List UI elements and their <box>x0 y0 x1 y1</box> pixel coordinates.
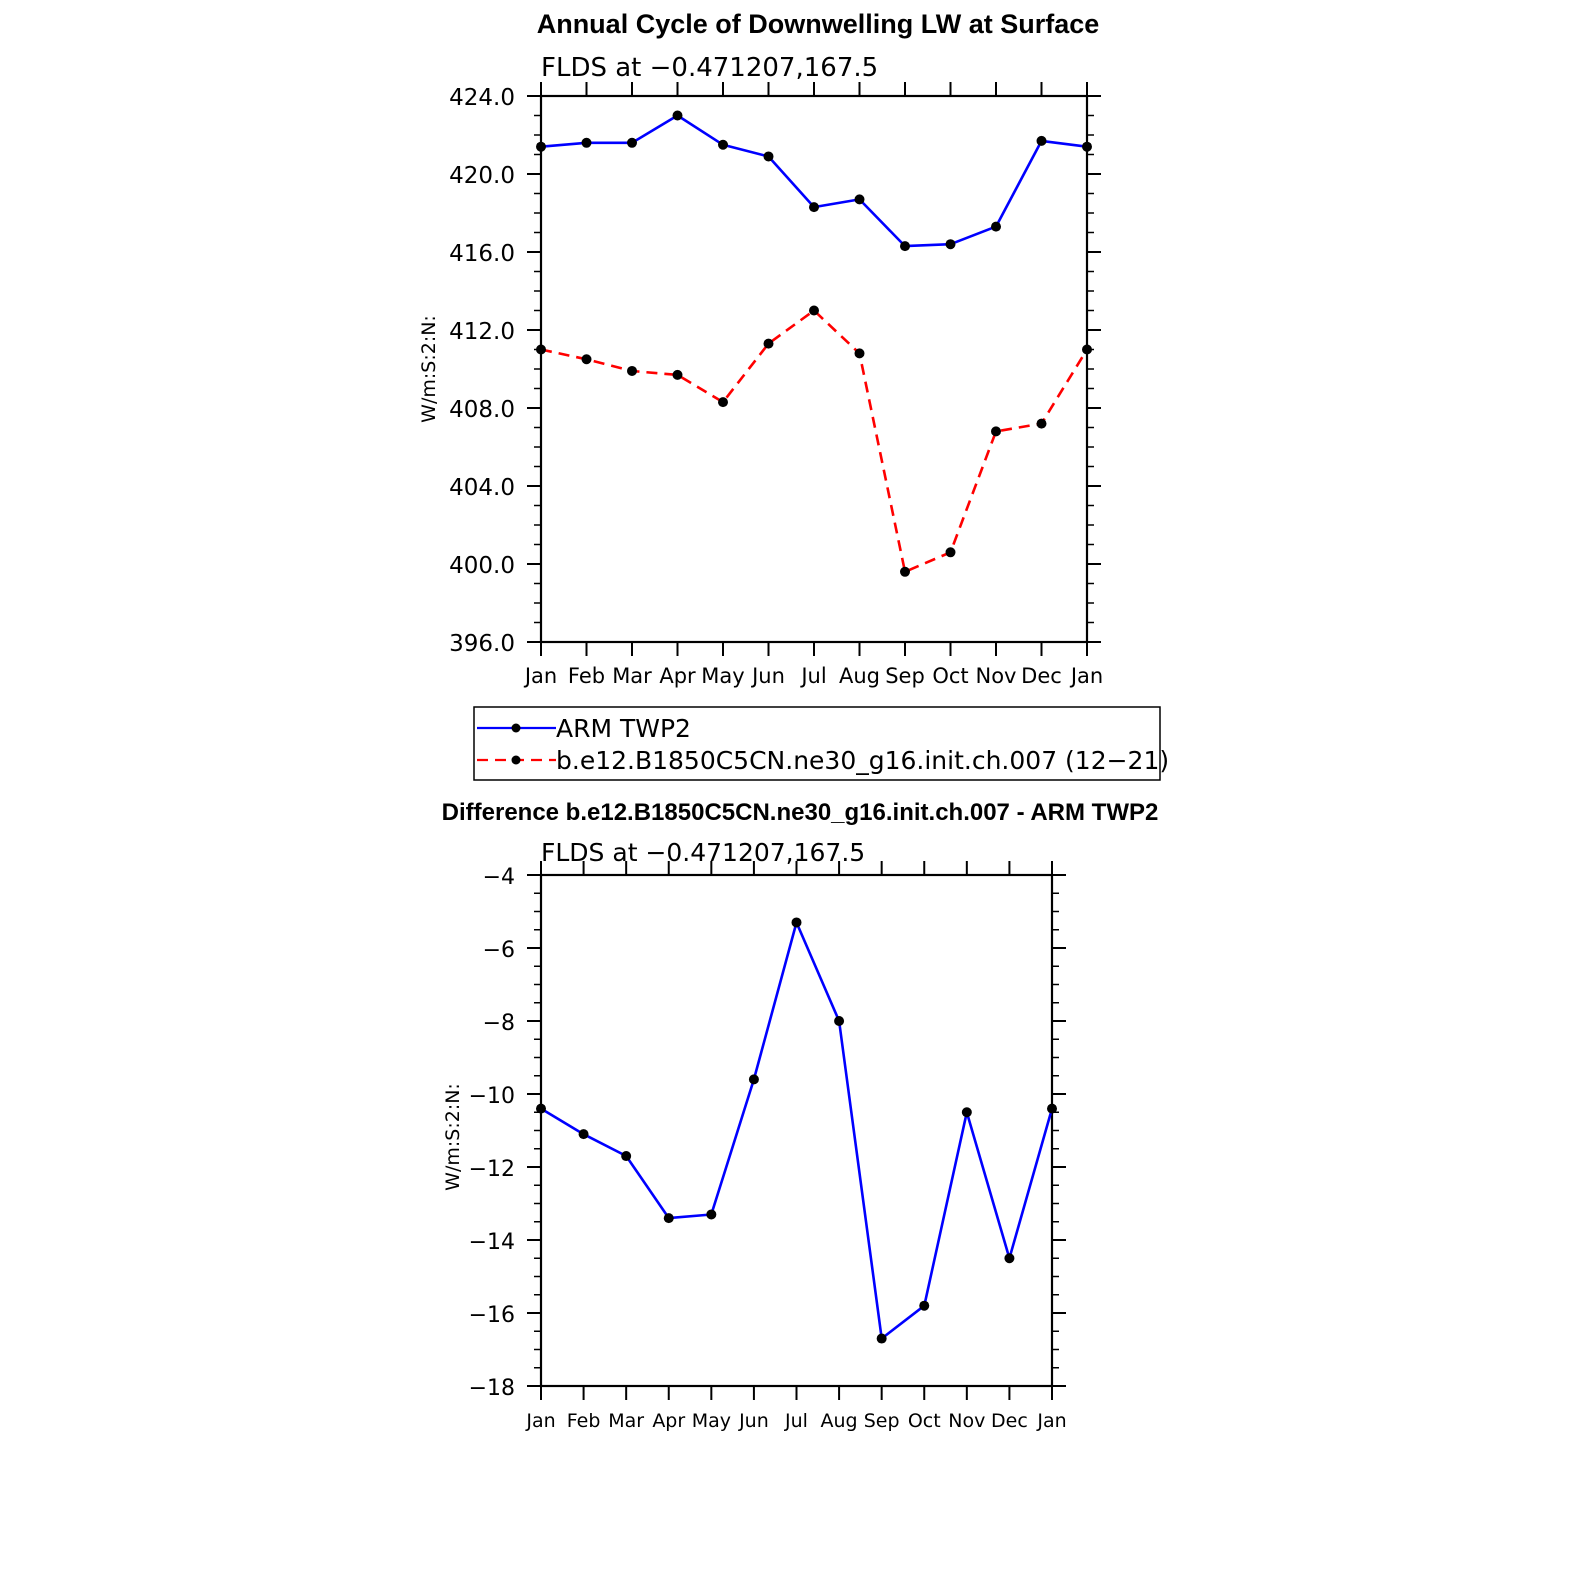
data-point <box>919 1301 929 1311</box>
data-point <box>1082 142 1092 152</box>
data-point <box>718 140 728 150</box>
data-point <box>664 1213 674 1223</box>
legend-marker-arm-twp2 <box>512 724 521 733</box>
y-tick-label: −4 <box>482 865 515 890</box>
y-tick-label: −8 <box>482 1011 515 1036</box>
data-point <box>764 151 774 161</box>
data-point <box>855 348 865 358</box>
data-point <box>962 1107 972 1117</box>
data-point <box>855 194 865 204</box>
data-point <box>1004 1253 1014 1263</box>
series-line-1 <box>541 311 1087 572</box>
y-tick-label: 396.0 <box>449 631 515 657</box>
x-tick-label: Sep <box>885 664 925 688</box>
series-line-0 <box>541 923 1052 1339</box>
x-tick-label: Nov <box>975 664 1017 688</box>
data-point <box>673 111 683 121</box>
data-point <box>809 306 819 316</box>
x-tick-label: Aug <box>820 1410 858 1432</box>
x-tick-label: Oct <box>907 1410 941 1432</box>
x-tick-label: Jul <box>785 1410 808 1432</box>
y-tick-label: −16 <box>468 1303 515 1328</box>
chart-1-title: Annual Cycle of Downwelling LW at Surface <box>536 9 1100 39</box>
data-point <box>673 370 683 380</box>
data-point <box>877 1334 887 1344</box>
x-tick-label: Jun <box>739 1410 769 1432</box>
x-tick-label: Jul <box>801 664 827 688</box>
x-tick-label: Jan <box>1037 1410 1067 1432</box>
data-point <box>764 339 774 349</box>
y-tick-label: 408.0 <box>449 397 515 423</box>
x-tick-label: Jun <box>752 664 785 688</box>
x-tick-label: Jan <box>524 664 558 688</box>
data-point <box>582 138 592 148</box>
chart-2-title: Difference b.e12.B1850C5CN.ne30_g16.init.ch.007 - ARM TWP2 <box>441 799 1159 826</box>
data-point <box>579 1129 589 1139</box>
x-tick-label: Dec <box>991 1410 1028 1432</box>
data-point <box>627 138 637 148</box>
chart-1-plot-area <box>449 82 1103 688</box>
y-tick-label: −6 <box>482 938 515 963</box>
data-point <box>621 1151 631 1161</box>
x-tick-label: May <box>701 664 745 688</box>
x-tick-label: Dec <box>1021 664 1062 688</box>
x-tick-label: Mar <box>608 1410 645 1432</box>
x-tick-label: Feb <box>567 664 606 688</box>
data-point <box>536 142 546 152</box>
x-tick-label: Jan <box>1070 664 1104 688</box>
x-tick-label: Sep <box>863 1410 900 1432</box>
y-tick-label: −10 <box>468 1084 515 1109</box>
data-point <box>946 239 956 249</box>
legend-label-model: b.e12.B1850C5CN.ne30_g16.init.ch.007 (12−21) <box>556 746 1170 775</box>
x-tick-label: Nov <box>948 1410 986 1432</box>
data-point <box>834 1016 844 1026</box>
y-tick-label: −14 <box>468 1230 515 1255</box>
y-tick-label: −12 <box>468 1157 515 1182</box>
y-tick-label: 400.0 <box>449 553 515 579</box>
legend-label-arm-twp2: ARM TWP2 <box>556 714 691 743</box>
y-tick-label: 412.0 <box>449 319 515 345</box>
y-tick-label: 416.0 <box>449 241 515 267</box>
data-point <box>1047 1104 1057 1114</box>
series-line-0 <box>541 116 1087 247</box>
chart-2-subtitle: FLDS at −0.471207,167.5 <box>541 838 866 867</box>
chart-1-subtitle: FLDS at −0.471207,167.5 <box>541 53 879 83</box>
data-point <box>1037 136 1047 146</box>
chart-1-legend <box>474 707 1169 780</box>
data-point <box>706 1209 716 1219</box>
data-point <box>536 345 546 355</box>
data-point <box>749 1074 759 1084</box>
plot-frame <box>541 875 1052 1386</box>
y-tick-label: 404.0 <box>449 475 515 501</box>
data-point <box>946 547 956 557</box>
x-tick-label: May <box>691 1410 731 1432</box>
x-tick-label: Jan <box>526 1410 556 1432</box>
data-point <box>718 397 728 407</box>
y-tick-label: 424.0 <box>449 85 515 111</box>
x-tick-label: Mar <box>612 664 652 688</box>
annual-cycle-chart <box>418 9 1103 688</box>
data-point <box>582 354 592 364</box>
data-point <box>809 202 819 212</box>
chart-2-y-axis-label: W/m:S:2:N: <box>442 1083 464 1191</box>
difference-chart <box>442 799 1159 1432</box>
y-tick-label: 420.0 <box>449 163 515 189</box>
data-point <box>991 426 1001 436</box>
data-point <box>792 917 802 927</box>
data-point <box>536 1104 546 1114</box>
data-point <box>991 222 1001 232</box>
x-tick-label: Feb <box>566 1410 601 1432</box>
x-tick-label: Oct <box>932 664 969 688</box>
plot-frame <box>541 96 1087 642</box>
chart-2-plot-area <box>469 861 1067 1432</box>
data-point <box>900 241 910 251</box>
legend-marker-model <box>512 756 521 765</box>
x-tick-label: Apr <box>652 1410 686 1432</box>
y-tick-label: −18 <box>468 1376 515 1401</box>
data-point <box>1082 345 1092 355</box>
x-tick-label: Aug <box>838 664 881 688</box>
data-point <box>627 366 637 376</box>
chart-1-y-axis-label: W/m:S:2:N: <box>418 315 440 423</box>
data-point <box>1037 419 1047 429</box>
data-point <box>900 567 910 577</box>
x-tick-label: Apr <box>659 664 696 688</box>
